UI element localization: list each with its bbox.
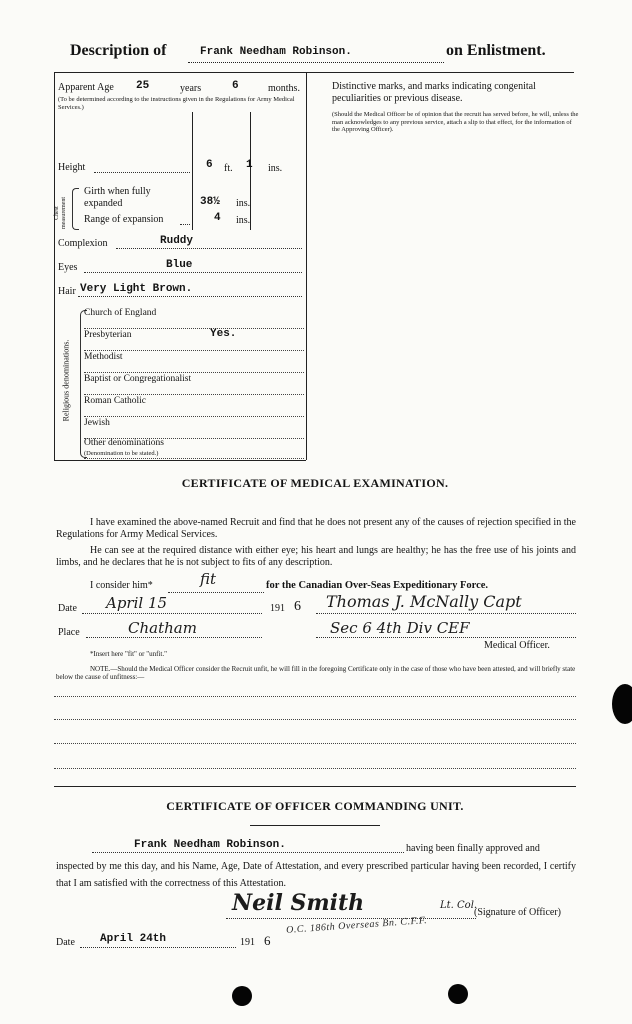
medical-officer-unit: Sec 6 4th Div CEF: [330, 619, 470, 637]
commanding-recruit-name: Frank Needham Robinson.: [134, 839, 286, 851]
commanding-date-leader: [80, 947, 236, 948]
medical-place-value: Chatham: [128, 619, 197, 637]
age-years-value: 25: [136, 80, 150, 92]
commanding-officer-rank: Lt. Col.: [440, 900, 478, 911]
commanding-date-label: Date: [56, 937, 75, 948]
chest-bracket: [72, 188, 79, 230]
commanding-line1-suffix: having been finally approved and: [406, 843, 540, 854]
description-bottom-rule: [54, 460, 306, 461]
age-months-value: 6: [232, 80, 239, 92]
complexion-leader: [116, 248, 302, 249]
complexion-value: Ruddy: [160, 235, 194, 247]
age-cell-divider: [192, 112, 193, 230]
height-leader: [94, 172, 190, 173]
age-instructions-note: (To be determined according to the instructions given in the Regulations for Army Medical Services.): [58, 96, 295, 111]
months-label: months.: [268, 83, 300, 94]
unfit-note: NOTE.—Should the Medical Officer consider the Recruit unfit, he will fill in the foregoing Certificate only in the case of those who have been attested, and will briefly state below the cause of unfitness:—: [56, 665, 576, 681]
range-unit: ins.: [236, 215, 251, 226]
header-recruit-name: Frank Needham Robinson.: [200, 46, 352, 58]
hair-label: Hair: [58, 286, 76, 297]
commanding-paragraph: inspected by me this day, and his Name, Age, Date of Attestation, and every prescribed particular having been recorded, I certify that I am satisfied with the correctness of this Attestation.: [56, 861, 576, 889]
unfit-line-1: [54, 696, 576, 697]
medical-place-label: Place: [58, 627, 80, 638]
eyes-value: Blue: [166, 259, 193, 271]
religion-other-note: (Denomination to be stated.): [84, 450, 159, 457]
girth-label: Girth when fully expanded: [84, 186, 151, 209]
range-label: Range of expansion: [84, 214, 164, 225]
eyes-leader: [84, 272, 302, 273]
eyes-label: Eyes: [58, 262, 78, 273]
medical-officer-signature: Thomas J. McNally Capt: [326, 592, 522, 611]
medical-date-value: April 15: [106, 594, 168, 612]
religious-denominations-label: Religious denominations.: [61, 339, 71, 422]
years-label: years: [180, 83, 202, 94]
religion-baptist: Baptist or Congregationalist: [84, 374, 304, 395]
medical-bottom-rule: [54, 786, 576, 787]
unfit-line-4: [54, 768, 576, 769]
commanding-signature-leader: [226, 918, 476, 919]
presbyterian-value: Yes.: [210, 328, 237, 340]
distinctive-marks-label: Distinctive marks, and marks indicating congenital peculiarities or previous disease.: [332, 81, 536, 104]
hair-leader: [78, 296, 302, 297]
religion-presbyterian: Presbyterian Yes.: [84, 330, 304, 351]
religion-methodist: Methodist: [84, 352, 304, 373]
commanding-officer-stamp: O.C. 186th Overseas Bn. C.F.F.: [285, 915, 428, 936]
form-top-rule: [54, 72, 574, 73]
religion-jewish: Jewish: [84, 418, 304, 439]
medical-place-leader: [86, 637, 262, 638]
religion-other: Other denominations (Denomination to be stated.): [84, 438, 304, 459]
age-cell-divider-2: [250, 112, 251, 230]
height-ins-value: 1: [246, 159, 253, 171]
commanding-certificate-title: CERTIFICATE OF OFFICER COMMANDING UNIT.: [166, 799, 464, 813]
complexion-label: Complexion: [58, 238, 108, 249]
form-header: [70, 40, 570, 66]
ins-label: ins.: [268, 163, 283, 174]
medical-certificate-title: CERTIFICATE OF MEDICAL EXAMINATION.: [181, 476, 449, 490]
commanding-year-prefix: 191: [240, 937, 255, 948]
commanding-signature-label: (Signature of Officer): [474, 907, 562, 918]
medical-date-label: Date: [58, 603, 77, 614]
apparent-age-label: Apparent Age: [58, 82, 114, 93]
unfit-line-3: [54, 743, 576, 744]
medical-officer-label: Medical Officer.: [484, 640, 550, 651]
header-name-line: [188, 62, 444, 63]
medical-paragraph-1: I have examined the above-named Recruit and find that he does not present any of the causes of rejection specified in the Regulations for Army Medical Services.: [56, 517, 576, 540]
height-ft-value: 6: [206, 159, 213, 171]
officer-unit-leader: [316, 637, 576, 638]
consider-leader: [168, 592, 264, 593]
range-value: 4: [214, 212, 221, 224]
officer-signature-leader: [316, 613, 576, 614]
consider-suffix: for the Canadian Over-Seas Expeditionary Force.: [266, 580, 489, 591]
girth-value: 38½: [200, 196, 220, 208]
medical-year-prefix: 191: [270, 603, 285, 614]
medical-paragraph-2: He can see at the required distance with either eye; his heart and lungs are healthy; he has the free use of his joints and limbs, and he declares that he is not subject to fits of any description.: [56, 545, 576, 568]
header-on-enlistment: on Enlistment.: [446, 42, 546, 59]
consider-prefix: I consider him*: [90, 580, 153, 591]
commanding-name-leader: [92, 852, 404, 853]
commanding-date-value: April 24th: [100, 933, 167, 945]
hair-value: Very Light Brown.: [80, 283, 193, 295]
insert-fit-note: *Insert here "fit" or "unfit.": [90, 650, 167, 658]
medical-year-suffix: 6: [294, 599, 301, 614]
range-leader: [180, 224, 190, 225]
punch-hole-right: [448, 984, 468, 1004]
chest-measurement-label: Chest measurement: [54, 197, 67, 229]
ft-label: ft.: [224, 163, 233, 174]
unfit-line-2: [54, 719, 576, 720]
medical-date-leader: [82, 613, 262, 614]
commanding-officer-signature: Neil Smith: [232, 890, 365, 916]
commanding-title-rule: [250, 825, 380, 826]
column-divider: [306, 72, 307, 460]
distinctive-marks-note: (Should the Medical Officer be of opinion that the recruit has served before, he will, unless the man acknowledges to any previous service, attach a slip to that effect, for the information of the Approving Officer).: [332, 111, 579, 133]
punch-hole-left: [232, 986, 252, 1006]
religion-church-of-england: Church of England: [84, 308, 304, 329]
height-label: Height: [58, 162, 86, 173]
religion-roman-catholic: Roman Catholic: [84, 396, 304, 417]
girth-unit: ins.: [236, 198, 251, 209]
header-description-of: Description of: [70, 42, 167, 59]
punch-hole-edge: [612, 684, 632, 724]
consider-value: fit: [200, 570, 217, 588]
commanding-year-suffix: 6: [264, 933, 271, 948]
